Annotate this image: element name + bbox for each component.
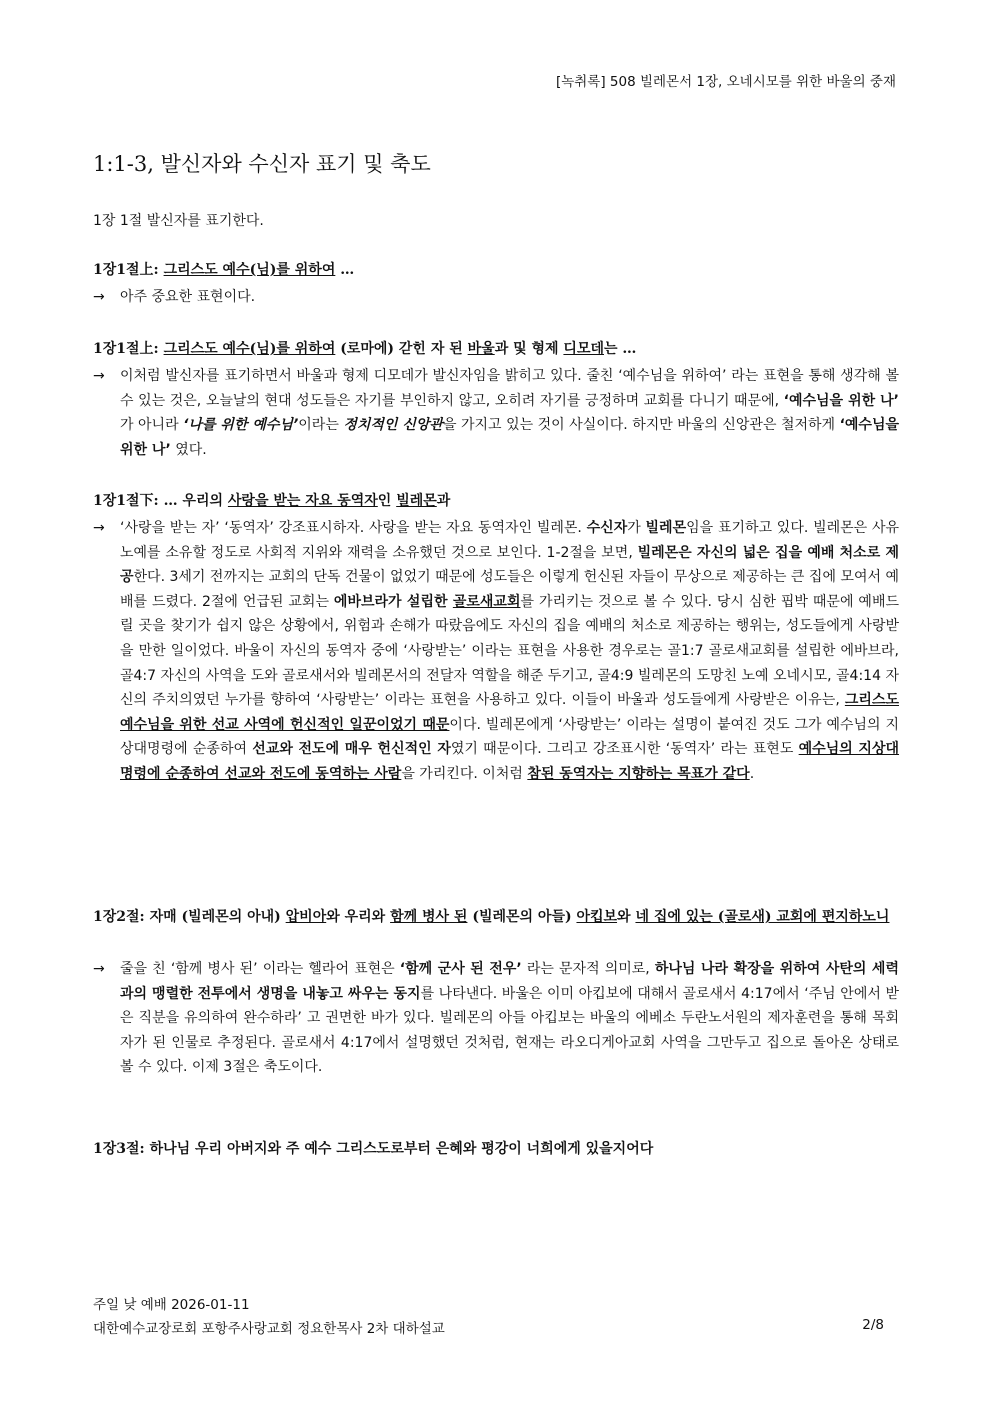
emphasis: 빌레몬 (645, 520, 687, 536)
comment-text: 라는 문자적 의미로, (521, 961, 655, 977)
emphasis: 수신자 (586, 520, 628, 536)
verse-text: 압비아 (285, 909, 327, 925)
emphasis: 선교와 전도에 매우 헌신적인 자 (252, 741, 451, 758)
emphasis: ‘함께 군사 된 전우’ (399, 961, 522, 977)
verse-text: … 우리의 (163, 493, 228, 509)
verse-ref: 1장1절上: (93, 341, 164, 357)
comment-text: 를 나타낸다. 바울은 이미 아킵보에 대해서 골로새서 4:17에서 ‘주님 안에서 받은 직분을 유의하여 완수하라’ 고 권면한 바가 있다. 빌레몬의 아들 아킵보는 바울의 에베소 두란노서원의 제자훈련을 통해 목회자가 된 인물로 추정된다. 골로새서 4:17에서 설명했던 것처럼, 현재는 라오디게아교회 사역을 그만두고 집으로 돌아온 상태로 볼 수 있다. 이제 3절은 축도이다. (120, 985, 899, 1076)
verse-text: (로마에) 갇힌 자 된 (335, 341, 468, 357)
verse-1-1b (93, 337, 899, 361)
section-title: 1:1-3, 발신자와 수신자 표기 및 축도 (93, 152, 431, 176)
verse-ref: 1장3절: (93, 1141, 150, 1157)
verse-text: 자매 (빌레몬의 아내) (149, 909, 286, 925)
comment-text: 을 가지고 있는 것이 사실이다. 하지만 바울의 신앙관은 철저하게 (442, 417, 840, 434)
verse-text: 그리스도 예수(님)를 위하여 (163, 262, 336, 278)
verse-1-2 (93, 905, 899, 929)
comment-text: 였기 때문이다. 그리고 강조표시한 ‘동역자’ 라는 표현도 (450, 741, 799, 758)
verse-ref: 1장2절: (93, 909, 150, 925)
verse-text: 인 (377, 493, 397, 509)
comment-text: 이라는 (298, 417, 344, 434)
verse-text: 와 (617, 909, 636, 925)
comment-text: 임을 표기하고 있다. 빌레몬은 사유 노예를 소유할 정도로 사회적 지위와 재력을 소유했던 것으로 보인다. 1-2절을 보면, (120, 520, 899, 561)
verse-text: 사랑을 받는 자요 동역자 (227, 493, 378, 509)
comment-text: 를 가리키는 것으로 볼 수 있다. 당시 심한 핍박 때문에 예배드릴 곳을 찾기가 쉽지 않은 상황에서, 위험과 손해가 따랐음에도 자신의 집을 예배의 처소로 제공하는 행위는, 성도들에게 사랑받을 만한 일이었다. 바울이 자신의 동역자 중에 ‘사랑받는’ 이라는 표현을 사용한 경우로는 골1:7 골로새교회를 설립한 에바브라, 골4:7 자신의 사역을 도와 골로새서와 빌레몬서의 전달자 역할을 해준 두기고, 골4:9 빌레몬의 도망친 노예 오네시모, 골4:14 자신의 주치의였던 누가를 향하여 ‘사랑받는’ 이라는 표현을 사용하고 있다. 이들이 바울과 성도들에게 사랑받은 이유는, (120, 593, 899, 709)
emphasis: 참된 동역자는 지향하는 목표가 같다 (527, 765, 750, 782)
comment-text: ‘사랑을 받는 자’ ‘동역자’ 강조표시하자. 사랑을 받는 자요 동역자인 빌레몬. (120, 520, 587, 536)
comment-text: 아주 중요한 표현이다. (120, 289, 256, 305)
verse-text: 디모데 (563, 341, 604, 357)
page-number: 2/8 (862, 1317, 884, 1333)
comment-text: 이처럼 발신자를 표기하면서 바울과 형제 디모데가 발신자임을 밝히고 있다. 줄친 ‘예수님을 위하여’ 라는 표현을 통해 생각해 볼 수 있는 것은, 오늘날의 현대 성도들은 자기를 부인하지 않고, 오히려 자기를 긍정하며 교회를 다니기 때문에, (120, 368, 899, 409)
arrow-icon: → (93, 289, 105, 305)
verse-1-3 (93, 1137, 899, 1161)
verse-text: 과 및 형제 (494, 341, 564, 357)
comment-text: 한다. 3세기 전까지는 교회의 단독 건물이 없었기 때문에 성도들은 이렇게 헌신된 자들이 무상으로 제공하는 큰 집에 모여서 예배를 드렸다. 2절에 언급된 교회는 (120, 569, 899, 610)
emphasis: 예수님의 지상대명령에 순종하여 선교와 전도에 동역하는 사람 (120, 741, 900, 782)
arrow-icon: → (93, 520, 105, 536)
verse-ref: 1장1절下: (93, 493, 164, 509)
comment-text: 가 (627, 520, 646, 536)
verse-text: 과 (436, 493, 451, 509)
comment-text: 줄을 친 ‘함께 병사 된’ 이라는 헬라어 표현은 (120, 961, 400, 977)
verse-text: 빌레몬 (396, 493, 437, 509)
verse-text: 와 우리와 (326, 909, 391, 925)
emphasis: 에바브라가 설립한 (333, 593, 453, 610)
emphasis: 정치적인 신앙관 (343, 417, 443, 434)
footer-church: 대한예수교장로회 포항주사랑교회 정요한목사 2차 대하설교 (93, 1321, 445, 1337)
comment-text: 가 아니라 (120, 417, 184, 434)
verse-ref: 1장1절上: (93, 262, 164, 278)
emphasis: ‘예수님을 위한 나’ (783, 392, 899, 409)
verse-1-1a (93, 258, 899, 282)
comment-1-1c (93, 516, 899, 787)
verse-text: 바울 (467, 341, 495, 357)
emphasis: ‘예수님을 위한 나’ (120, 417, 900, 458)
verse-text: 그리스도 예수(님)를 위하여 (163, 341, 336, 357)
verse-text: … (335, 262, 355, 278)
emphasis: 골로새교회 (452, 593, 521, 610)
running-header: [녹취록] 508 빌레몬서 1장, 오네시모를 위한 바울의 중재 (555, 74, 896, 90)
verse-text: (빌레몬의 아들) (467, 909, 577, 925)
verse-text: 아킵보 (576, 909, 618, 925)
emphasis: 하나님 나라 확장을 위하여 사탄의 세력과의 맹렬한 전투에서 생명을 내놓고 싸우는 동지 (120, 961, 899, 1002)
comment-text: 였다. (170, 441, 207, 458)
footer-service-date: 주일 낮 예배 2026-01-11 (93, 1297, 250, 1313)
verse-text: 함께 병사 된 (390, 909, 468, 925)
emphasis: 그리스도 예수님을 위한 선교 사역에 헌신적인 일꾼이었기 때문 (120, 692, 899, 733)
intro-text: 1장 1절 발신자를 표기한다. (93, 213, 264, 229)
comment-text: 을 가리킨다. 이처럼 (401, 765, 528, 782)
verse-text: 는 … (604, 341, 637, 357)
verse-text: 네 집에 있는 (골로새) 교회에 편지하노니 (635, 909, 890, 925)
verse-text: 하나님 우리 아버지와 주 예수 그리스도로부터 은혜와 평강이 너희에게 있을지어다 (149, 1141, 654, 1157)
comment-1-1a (93, 285, 899, 310)
arrow-icon: → (93, 368, 105, 384)
comment-text: . (749, 765, 755, 782)
emphasis: ‘나를 위한 예수님’ (183, 417, 299, 434)
comment-1-1b (93, 364, 899, 462)
comment-1-2 (93, 957, 899, 1080)
arrow-icon: → (93, 961, 105, 977)
verse-1-1c (93, 489, 899, 513)
emphasis: 빌레몬은 자신의 넓은 집을 예배 처소로 제공 (120, 544, 899, 586)
comment-text: 이다. 빌레몬에게 ‘사랑받는’ 이라는 설명이 붙여진 것도 그가 예수님의 지상대명령에 순종하여 (120, 716, 899, 758)
